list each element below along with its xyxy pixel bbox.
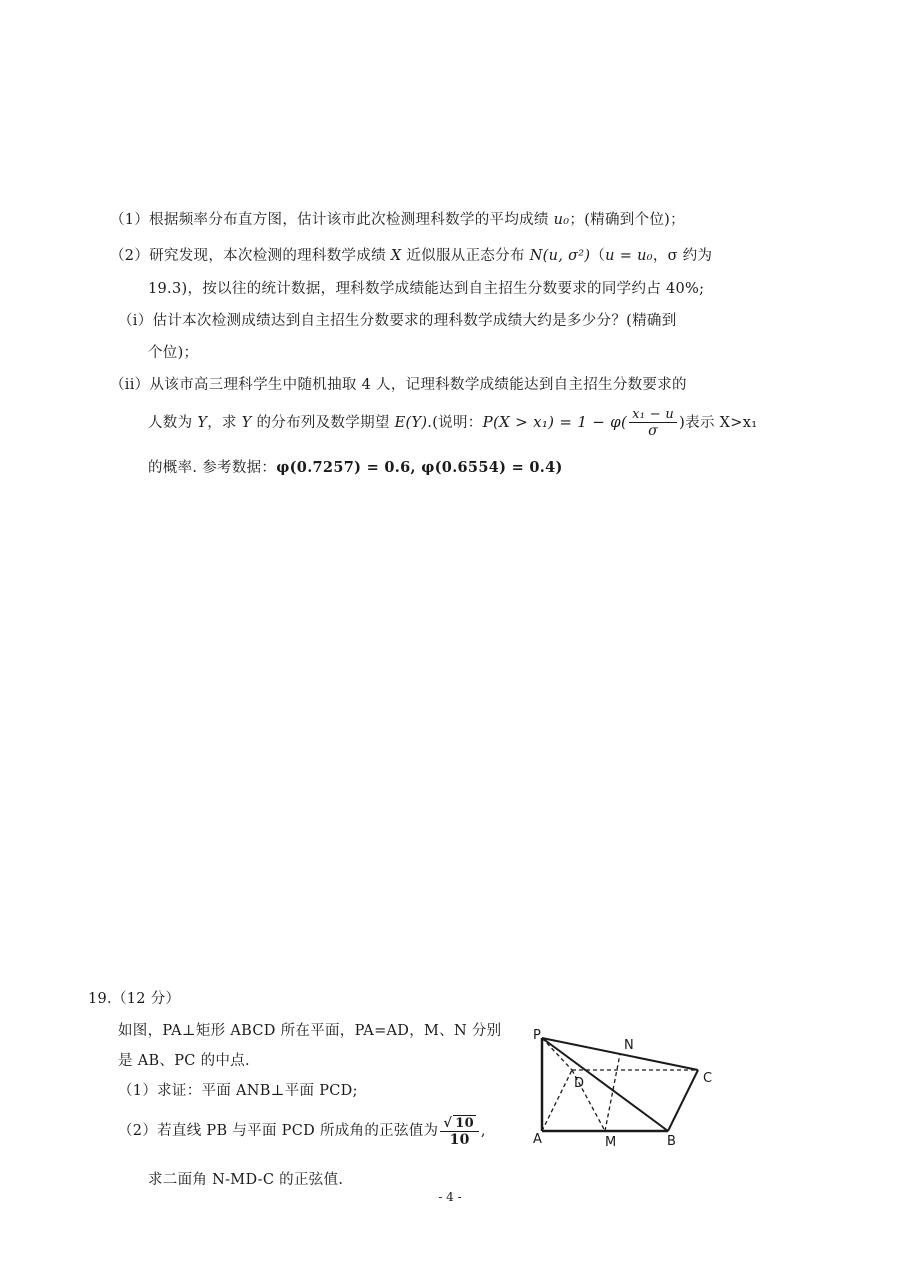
geometry-diagram	[525, 1025, 725, 1155]
var-x: X	[390, 248, 402, 264]
reference-data: φ(0.7257) = 0.6, φ(0.6554) = 0.4)	[276, 459, 563, 476]
fraction-numerator: x₁ − u	[629, 407, 677, 423]
q18-part-ii-line3	[148, 456, 563, 477]
label-a: A	[533, 1132, 542, 1147]
text-a: 的概率. 参考数据：	[148, 460, 277, 476]
q18-part2-line2: 19.3)，按以往的统计数据，理科数学成绩能达到自主招生分数要求的同学约占 40%;	[148, 281, 705, 297]
text-d: .(说明：	[427, 415, 483, 431]
q18-part1-var: u₀	[553, 212, 570, 228]
q18-part1-suffix: ；(精确到个位)；	[569, 212, 685, 228]
label-n: N	[624, 1038, 634, 1053]
q18-part-ii-line2	[148, 400, 757, 444]
q19-part2-line1	[118, 1108, 486, 1154]
label-d: D	[574, 1076, 585, 1091]
text-c: （	[590, 248, 606, 264]
q18-part-i-line2: 个位)；	[148, 345, 199, 361]
q19-part1: （1）求证：平面 ANB⊥平面 PCD;	[118, 1083, 358, 1099]
fraction-denominator: 10	[449, 1131, 470, 1148]
normal-dist: N(u, σ²)	[529, 248, 591, 264]
var-y: Y	[197, 415, 208, 431]
edge-bc	[668, 1070, 698, 1131]
label-m: M	[605, 1135, 617, 1150]
edge-mn	[605, 1054, 620, 1131]
expectation: E(Y)	[394, 415, 428, 431]
edge-ad	[542, 1070, 572, 1131]
sqrt-sign: √	[443, 1115, 453, 1131]
condition: u = u₀	[605, 248, 653, 264]
text-d: ，σ 约为	[652, 248, 713, 264]
part2-suffix: ,	[480, 1123, 486, 1139]
q18-part1-prefix: （1）根据频率分布直方图，估计该市此次检测理科数学的平均成绩	[110, 212, 554, 228]
label-b: B	[667, 1134, 676, 1149]
text-e: 表示 X>x₁	[685, 415, 758, 431]
page-number: - 4 -	[438, 1190, 462, 1204]
part2-prefix: （2）若直线 PB 与平面 PCD 所成角的正弦值为	[118, 1123, 439, 1139]
sqrt-radicand: 10	[455, 1115, 474, 1131]
q18-part-i-line1: （i）估计本次检测成绩达到自主招生分数要求的理科数学成绩大约是多少分？(精确到	[118, 313, 677, 329]
formula-rhs: )	[679, 413, 686, 431]
q19-line1: 如图，PA⊥矩形 ABCD 所在平面，PA=AD，M、N 分别	[118, 1023, 502, 1039]
text-b: 近似服从正态分布	[401, 248, 530, 264]
label-p: P	[533, 1028, 541, 1043]
text-a: （2）研究发现，本次检测的理科数学成绩	[110, 248, 391, 264]
var-y2: Y	[241, 415, 252, 431]
label-c: C	[703, 1071, 713, 1086]
formula-lhs: P(X > x₁) = 1 − φ(	[482, 413, 628, 431]
q18-part1	[110, 208, 685, 229]
sqrt-fraction	[440, 1115, 479, 1148]
fraction-numerator	[440, 1115, 479, 1132]
q18-part-ii-line1: （ii）从该市高三理科学生中随机抽取 4 人，记理科数学成绩能达到自主招生分数要求的	[110, 377, 687, 393]
text-c: 的分布列及数学期望	[251, 415, 395, 431]
edge-pb	[542, 1038, 668, 1131]
q19-part2-line2: 求二面角 N-MD-C 的正弦值.	[148, 1172, 344, 1188]
fraction-denominator: σ	[648, 423, 658, 439]
q19-line2: 是 AB、PC 的中点.	[118, 1053, 250, 1069]
formula-fraction	[629, 407, 677, 439]
q19-header: 19.（12 分）	[88, 991, 181, 1007]
q18-part2-line1	[110, 244, 712, 265]
text-a: 人数为	[148, 415, 198, 431]
text-b: ，求	[207, 415, 242, 431]
